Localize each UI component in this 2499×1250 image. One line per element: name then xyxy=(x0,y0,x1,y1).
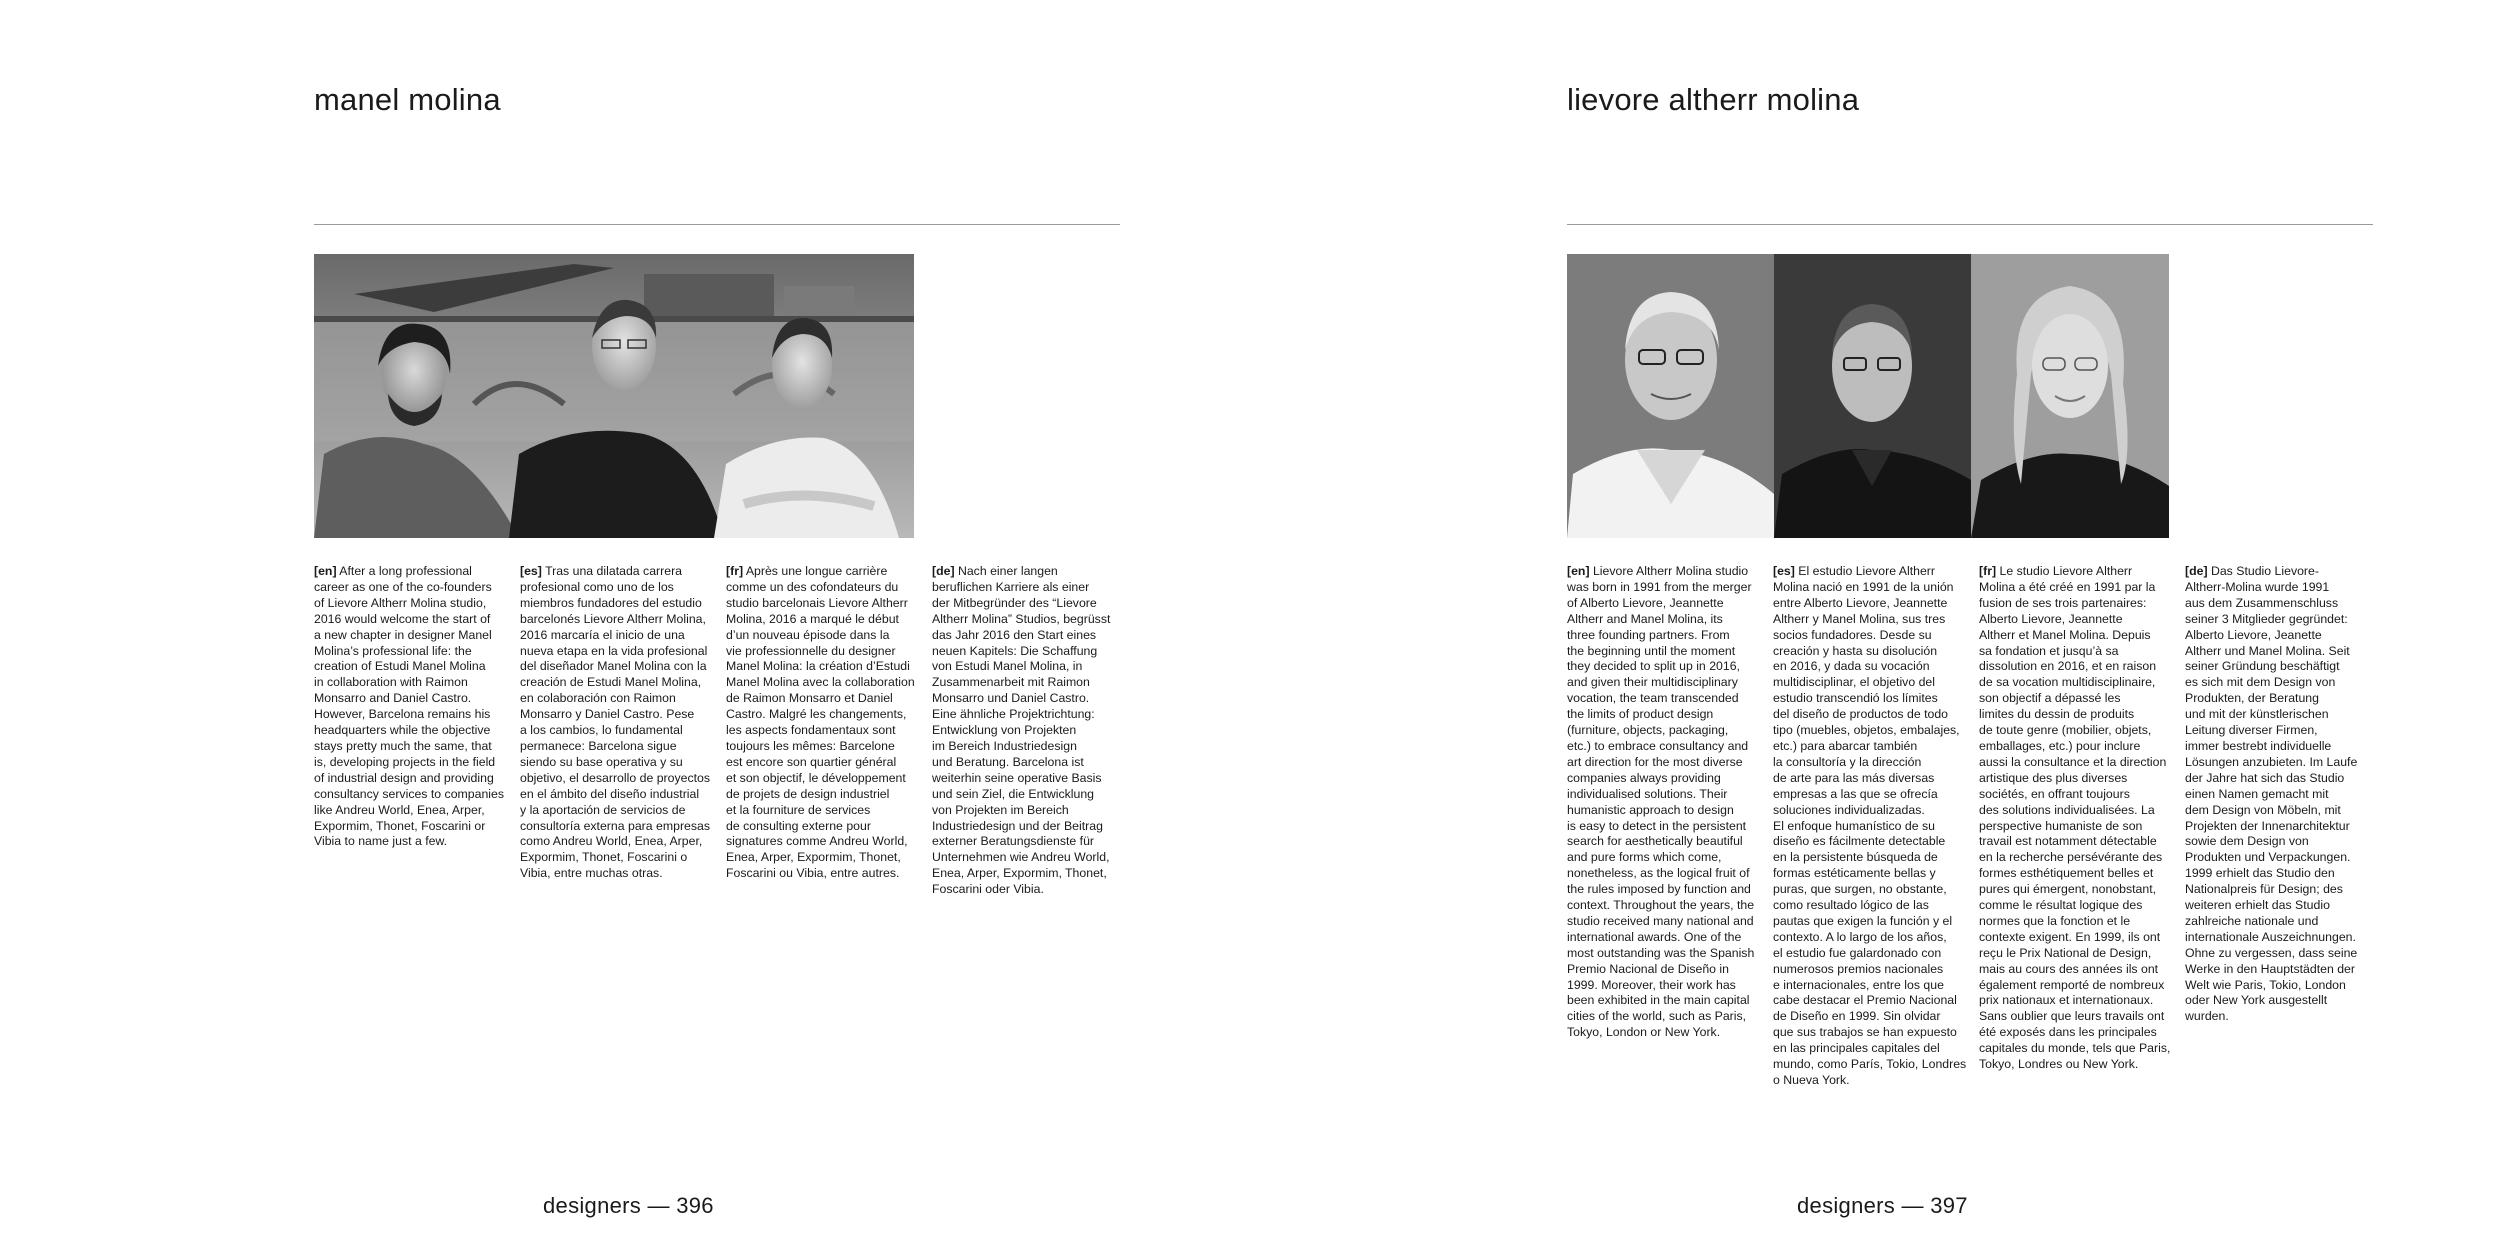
language-tag: [fr] xyxy=(1979,564,1997,578)
language-tag: [es] xyxy=(1773,564,1795,578)
group-photo-image xyxy=(314,254,914,538)
portrait-photo xyxy=(1971,254,2169,538)
column-text: El estudio Lievore Altherr Molina nació en 1991 de la unión entre Alberto Lievore, Jeannette Altherr y Manel Molina, sus tres socios fundadores. Desde su creación y hasta su disolución en 2016, y dada su vocación multidisciplinar, el objetivo del estudio transcendió los límites del diseño de productos de todo tipo (muebles, objetos, embalajes, etc.) para abarcar también la consultoría y la dirección de arte para las más diversas empresas a las que se ofrecía soluciones individualizadas. El enfoque humanístico de su diseño es fácilmente detectable en la persistente búsqueda de formas estéticamente bellas y puras, que surgen, no obstante, como resultado lógico de las pautas que exigen la función y el contexto. A lo largo de los años, el estudio fue galardonado con numerosos premios nacionales e internacionales, entre los que cabe destacar el Premio Nacional de Diseño en 1999. Sin olvidar que sus trabajos se han expuesto en las principales capitales del mundo, como París, Tokio, Londres o Nueva York. xyxy=(1773,564,1967,1087)
portrait-photo xyxy=(1774,254,1971,538)
page-397 xyxy=(1250,0,2499,1250)
text-column-es xyxy=(1773,564,1969,1089)
text-column-fr xyxy=(1979,564,2175,1073)
text-column-es xyxy=(520,564,716,882)
language-tag: [de] xyxy=(2185,564,2208,578)
page-footer: designers — 396 xyxy=(543,1193,714,1218)
portrait-image xyxy=(1567,254,1774,538)
divider-rule xyxy=(314,224,1120,225)
language-tag: [es] xyxy=(520,564,542,578)
text-column-de xyxy=(932,564,1128,898)
language-tag: [en] xyxy=(1567,564,1590,578)
column-text: Das Studio Lievore- Altherr-Molina wurde 1991 aus dem Zusammenschluss seiner 3 Mitglieder gegründet: Alberto Lievore, Jeanette Altherr und Manel Molina. Seit seiner Gründung beschäftigt es sich mit dem Design von Produkten, der Beratung und mit der künstlerischen Leitung diverser Firmen, immer bestrebt individuelle Lösungen anzubieten. Im Laufe der Jahre hat sich das Studio einen Namen gemacht mit dem Design von Möbeln, mit Projekten der Innenarchitektur sowie dem Design von Produkten und Verpackungen. 1999 erhielt das Studio den Nationalpreis für Design; des weiteren erhielt das Studio zahlreiche nationale und internationale Auszeichnungen. Ohne zu vergessen, dass seine Werke in den Hauptstädten der Welt wie Paris, Tokio, London oder New York ausgestellt wurden. xyxy=(2185,564,2358,1024)
page-title: manel molina xyxy=(314,82,501,117)
column-text: Lievore Altherr Molina studio was born in 1991 from the merger of Alberto Lievore, Jeannette Altherr and Manel Molina, its three founding partners. From the beginning until the moment they decided to split up in 2016, and given their multidisciplinary vocation, the team transcended the limits of product design (furniture, objects, packaging, etc.) to embrace consultancy and art direction for the most diverse companies always providing individualised solutions. Their humanistic approach to design is easy to detect in the persistent search for aesthetically beautiful and pure forms which come, nonetheless, as the logical fruit of the rules imposed by function and context. Throughout the years, the studio received many national and international awards. One of the most outstanding was the Spanish Premio Nacional de Diseño in 1999. Moreover, their work has been exhibited in the main capital cities of the world, such as Paris, Tokyo, London or New York. xyxy=(1567,564,1755,1040)
column-text: After a long professional career as one of the co-founders of Lievore Altherr Molina studio, 2016 would welcome the start of a new chapter in designer Manel Molina’s professional life: the creation of Estudi Manel Molina in collaboration with Raimon Monsarro and Daniel Castro. However, Barcelona remains his headquarters while the objective stays pretty much the same, that is, developing projects in the field of industrial design and providing consultancy services to companies like Andreu World, Enea, Arper, Expormim, Thonet, Foscarini or Vibia to name just a few. xyxy=(314,564,505,849)
portrait-image xyxy=(1774,254,1971,538)
page-footer: designers — 397 xyxy=(1797,1193,1968,1218)
portrait-photo xyxy=(1567,254,1774,538)
text-column-fr xyxy=(726,564,922,882)
page-title: lievore altherr molina xyxy=(1567,82,1860,117)
column-text: Le studio Lievore Altherr Molina a été créé en 1991 par la fusion de ses trois partenaires: Alberto Lievore, Jeannette Altherr et Manel Molina. Depuis sa fondation et jusqu’à sa dissolution en 2016, et en raison de sa vocation multidisciplinaire, son objectif a dépassé les limites du dessin de produits de toute genre (mobilier, objets, emballages, etc.) pour inclure aussi la consultance et la direction artistique des plus diverses sociétés, en offrant toujours des solutions individualisées. La perspective humaniste de son travail est notamment détectable en la recherche persévérante des formes esthétiquement belles et pures qui émergent, nonobstant, comme le résultat logique des normes que la fonction et le contexte exigent. En 1999, ils ont reçu le Prix National de Design, mais au cours des années ils ont également remporté de nombreux prix nationaux et internationaux. Sans oublier que leurs travails ont été exposés dans les principales capitales du monde, tels que Paris, Tokyo, Londres ou New York. xyxy=(1979,564,2171,1072)
portrait-image xyxy=(1971,254,2169,538)
text-column-en xyxy=(314,564,510,850)
language-tag: [en] xyxy=(314,564,337,578)
column-text: Après une longue carrière comme un des cofondateurs du studio barcelonais Lievore Altherr Molina, 2016 a marqué le début d’un nouveau épisode dans la vie professionnelle du designer Manel Molina: la création d’Estudi Manel Molina avec la collaboration de Raimon Monsarro et Daniel Castro. Malgré les changements, les aspects fondamentaux sont toujours les mêmes: Barcelone est encore son quartier général et son objectif, le développement de projets de design industriel et la fourniture de services de consulting externe pour signatures comme Andreu World, Enea, Arper, Expormim, Thonet, Foscarini ou Vibia, entre autres. xyxy=(726,564,915,881)
column-text: Tras una dilatada carrera profesional como uno de los miembros fundadores del estudio barcelonés Lievore Altherr Molina, 2016 marcaría el inicio de una nueva etapa en la vida profesional del diseñador Manel Molina con la creación de Estudi Manel Molina, en colaboración con Raimon Monsarro y Daniel Castro. Pese a los cambios, lo fundamental permanece: Barcelona sigue siendo su base operativa y su objetivo, el desarrollo de proyectos en el ámbito del diseño industrial y la aportación de servicios de consultoría externa para empresas como Andreu World, Enea, Arper, Expormim, Thonet, Foscarini o Vibia, entre muchas otras. xyxy=(520,564,711,881)
language-tag: [de] xyxy=(932,564,955,578)
language-tag: [fr] xyxy=(726,564,744,578)
group-photo xyxy=(314,254,914,538)
portrait-strip xyxy=(1567,254,2169,538)
text-column-en xyxy=(1567,564,1763,1041)
column-text: Nach einer langen beruflichen Karriere als einer der Mitbegründer des “Lievore Altherr Molina” Studios, begrüsst das Jahr 2016 den Start eines neuen Kapitels: Die Schaffung von Estudi Manel Molina, in Zusammenarbeit mit Raimon Monsarro und Daniel Castro. Eine ähnliche Projektrichtung: Entwicklung von Projekten im Bereich Industriedesign und Beratung. Barcelona ist weiterhin seine operative Basis und sein Ziel, die Entwicklung von Projekten im Bereich Industriedesign und der Beitrag externer Beratungsdienste für Unternehmen wie Andreu World, Enea, Arper, Expormim, Thonet, Foscarini oder Vibia. xyxy=(932,564,1111,897)
divider-rule xyxy=(1567,224,2373,225)
text-column-de xyxy=(2185,564,2381,1025)
page-396 xyxy=(0,0,1249,1250)
